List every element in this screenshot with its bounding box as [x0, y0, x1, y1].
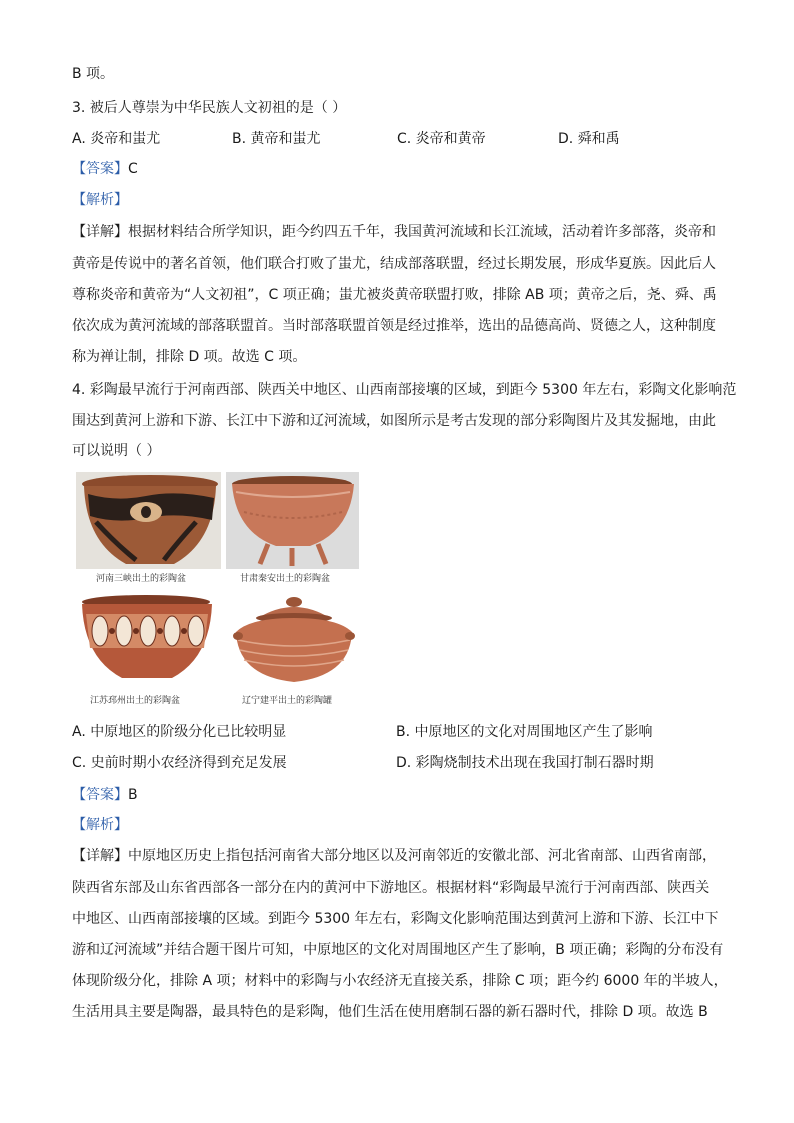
pottery-photo-henan — [76, 472, 221, 569]
q4-answer — [72, 785, 138, 805]
q4-option-d: D. 彩陶烧制技术出现在我国打制石器时期 — [396, 755, 654, 771]
continuation-line: B 项。 — [72, 66, 115, 82]
photo-caption: 江苏邳州出土的彩陶盆 — [90, 696, 181, 706]
pottery-photo-jiangsu — [76, 592, 217, 689]
q3-option-b: B. 黄帝和蚩尤 — [232, 131, 321, 147]
q4-option-a: A. 中原地区的阶级分化已比较明显 — [72, 724, 287, 740]
pottery-photo-gansu — [226, 472, 359, 569]
q4-analysis-tag: 【解析】 — [72, 817, 128, 833]
q4-detail-line: 生活用具主要是陶器，最具特色的是彩陶，他们生活在使用磨制石器的新石器时代，排除 D 项。故选 B — [72, 1004, 708, 1020]
answer-tag: 【答案】 — [72, 787, 128, 803]
q4-detail-line: 体现阶级分化，排除 A 项；材料中的彩陶与小农经济无直接关系，排除 C 项；距今约 6000 年的半坡人， — [72, 973, 728, 989]
q3-detail-line: 称为禅让制，排除 D 项。故选 C 项。 — [72, 349, 307, 365]
q4-stem-line: 可以说明（ ） — [72, 443, 161, 459]
q3-option-c: C. 炎帝和黄帝 — [397, 131, 486, 147]
pottery-photo-liaoning — [228, 592, 359, 689]
photo-caption: 甘肃秦安出土的彩陶盆 — [240, 574, 331, 584]
q3-detail-line: 尊称炎帝和黄帝为“人文初祖”，C 项正确；蚩尤被炎黄帝联盟打败，排除 AB 项；黄帝之后，尧、舜、禹 — [72, 287, 717, 303]
photo-caption: 河南三峡出土的彩陶盆 — [96, 574, 187, 584]
q4-detail-line: 游和辽河流域”并结合题干图片可知，中原地区的文化对周围地区产生了影响，B 项正确；彩陶的分布没有 — [72, 942, 724, 958]
q3-option-d: D. 舜和禹 — [558, 131, 620, 147]
q4-option-c: C. 史前时期小农经济得到充足发展 — [72, 755, 287, 771]
q3-detail-line: 黄帝是传说中的著名首领，他们联合打败了蚩尤，结成部落联盟，经过长期发展，形成华夏族。因此后人 — [72, 256, 716, 272]
q3-detail-line: 【详解】根据材料结合所学知识，距今约四五千年，我国黄河流域和长江流域，活动着许多部落，炎帝和 — [72, 224, 716, 240]
q4-option-b: B. 中原地区的文化对周围地区产生了影响 — [396, 724, 653, 740]
q4-stem-line: 围达到黄河上游和下游、长江中下游和辽河流域，如图所示是考古发现的部分彩陶图片及其发掘地，由此 — [72, 413, 716, 429]
q3-answer — [72, 159, 138, 179]
q4-answer-value: B — [128, 787, 138, 803]
q4-detail-line: 【详解】中原地区历史上指包括河南省大部分地区以及河南邻近的安徽北部、河北省南部、山西省南部， — [72, 848, 716, 864]
q3-analysis-tag: 【解析】 — [72, 192, 128, 208]
detail-tag: 【详解】 — [72, 848, 128, 864]
q4-stem-line: 4. 彩陶最早流行于河南西部、陕西关中地区、山西南部接壤的区域，到距今 5300 年左右，彩陶文化影响范 — [72, 382, 737, 398]
answer-tag: 【答案】 — [72, 161, 128, 177]
q3-stem: 3. 被后人尊崇为中华民族人文初祖的是（ ） — [72, 100, 347, 116]
q3-answer-value: C — [128, 161, 138, 177]
photo-caption: 辽宁建平出土的彩陶罐 — [242, 696, 333, 706]
q3-option-a: A. 炎帝和蚩尤 — [72, 131, 161, 147]
q3-detail-line: 依次成为黄河流域的部落联盟首。当时部落联盟首领是经过推举，选出的品德高尚、贤德之人，这种制度 — [72, 318, 716, 334]
q4-detail-line: 中地区、山西南部接壤的区域。到距今 5300 年左右，彩陶文化影响范围达到黄河上游和下游、长江中下 — [72, 911, 719, 927]
detail-tag: 【详解】 — [72, 224, 128, 240]
q4-detail-line: 陕西省东部及山东省西部各一部分在内的黄河中下游地区。根据材料“彩陶最早流行于河南西部、陕西关 — [72, 880, 710, 896]
